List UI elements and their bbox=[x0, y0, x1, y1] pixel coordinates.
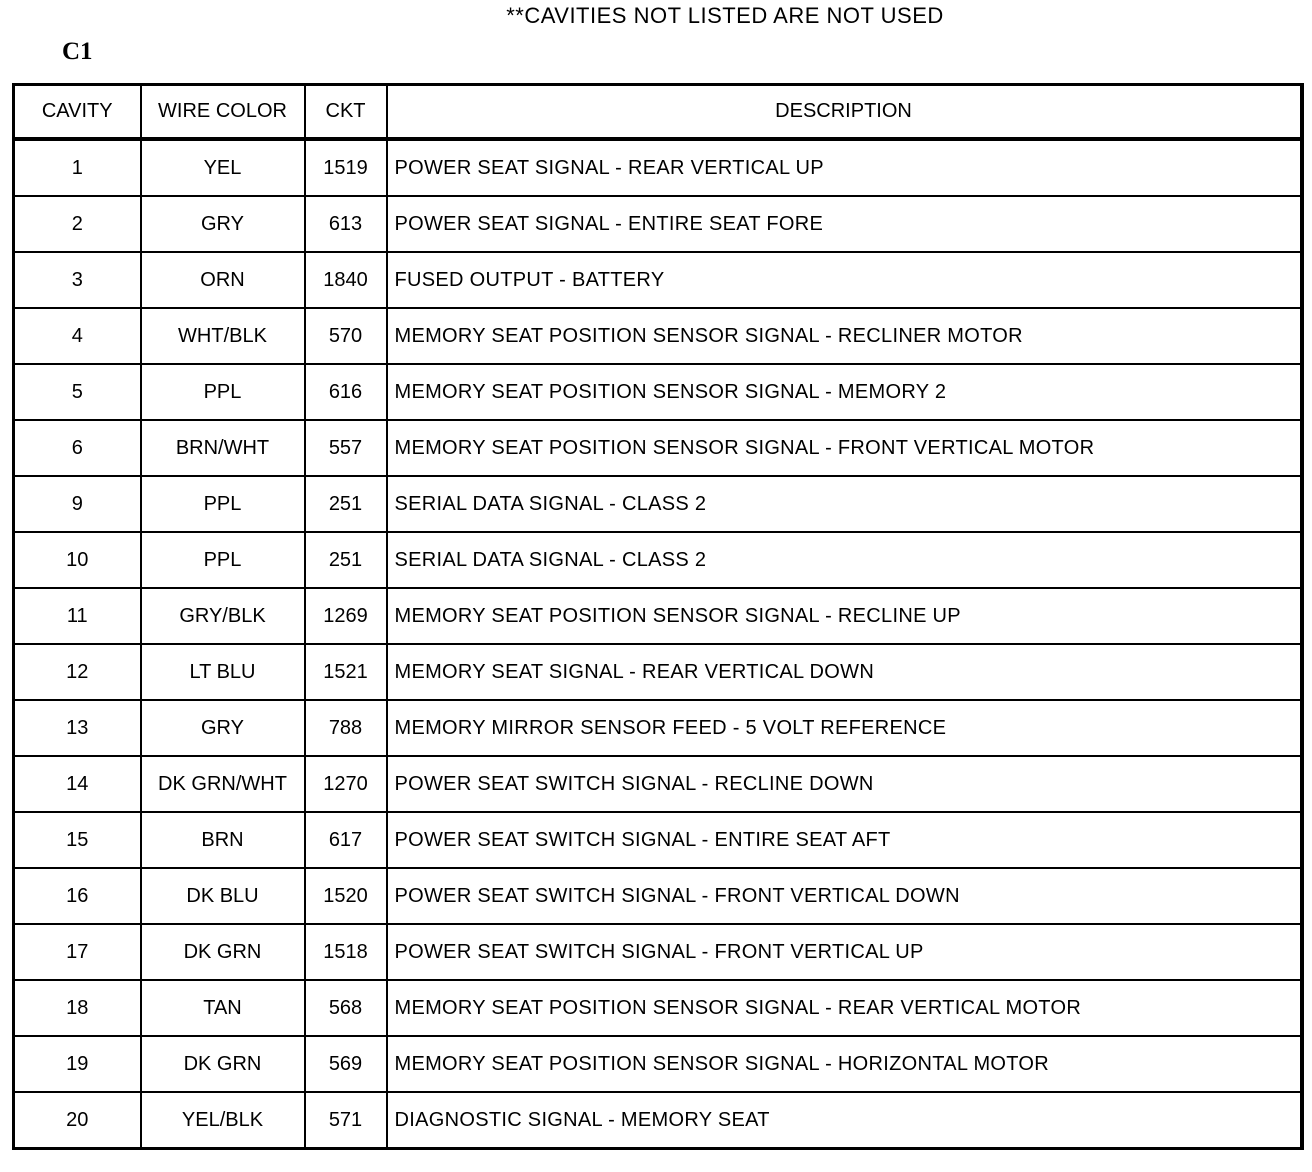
table-row bbox=[14, 364, 1302, 420]
cavities-note: **CAVITIES NOT LISTED ARE NOT USED bbox=[506, 3, 944, 28]
table-row bbox=[14, 139, 1302, 196]
connector-pinout-table bbox=[12, 83, 1304, 1150]
cavity-cell: 18 bbox=[14, 980, 141, 1036]
ckt-cell: 570 bbox=[305, 308, 387, 364]
ckt-cell: 1840 bbox=[305, 252, 387, 308]
description-cell: POWER SEAT SIGNAL - REAR VERTICAL UP bbox=[387, 139, 1302, 196]
wire-color-cell: GRY bbox=[141, 700, 305, 756]
wire-color-cell: DK BLU bbox=[141, 868, 305, 924]
ckt-cell: 1521 bbox=[305, 644, 387, 700]
ckt-cell: 251 bbox=[305, 476, 387, 532]
wire-color-cell: WHT/BLK bbox=[141, 308, 305, 364]
cavity-cell: 12 bbox=[14, 644, 141, 700]
wire-color-cell: DK GRN/WHT bbox=[141, 756, 305, 812]
cavity-cell: 13 bbox=[14, 700, 141, 756]
description-cell: POWER SEAT SWITCH SIGNAL - FRONT VERTICAL DOWN bbox=[387, 868, 1302, 924]
description-cell: MEMORY SEAT POSITION SENSOR SIGNAL - FRONT VERTICAL MOTOR bbox=[387, 420, 1302, 476]
cavity-cell: 16 bbox=[14, 868, 141, 924]
wire-color-cell: LT BLU bbox=[141, 644, 305, 700]
cavity-cell: 4 bbox=[14, 308, 141, 364]
ckt-cell: 1519 bbox=[305, 139, 387, 196]
description-cell: MEMORY SEAT POSITION SENSOR SIGNAL - RECLINER MOTOR bbox=[387, 308, 1302, 364]
cavity-cell: 20 bbox=[14, 1092, 141, 1149]
ckt-cell: 1269 bbox=[305, 588, 387, 644]
header-description: DESCRIPTION bbox=[387, 85, 1302, 140]
wire-color-cell: TAN bbox=[141, 980, 305, 1036]
table-row bbox=[14, 532, 1302, 588]
cavity-cell: 6 bbox=[14, 420, 141, 476]
cavity-cell: 15 bbox=[14, 812, 141, 868]
description-cell: POWER SEAT SWITCH SIGNAL - RECLINE DOWN bbox=[387, 756, 1302, 812]
header-wire-color: WIRE COLOR bbox=[141, 85, 305, 140]
description-cell: MEMORY MIRROR SENSOR FEED - 5 VOLT REFERENCE bbox=[387, 700, 1302, 756]
table-row bbox=[14, 756, 1302, 812]
ckt-cell: 569 bbox=[305, 1036, 387, 1092]
table-row bbox=[14, 420, 1302, 476]
description-cell: DIAGNOSTIC SIGNAL - MEMORY SEAT bbox=[387, 1092, 1302, 1149]
wire-color-cell: DK GRN bbox=[141, 924, 305, 980]
ckt-cell: 557 bbox=[305, 420, 387, 476]
wire-color-cell: YEL bbox=[141, 139, 305, 196]
table-row bbox=[14, 252, 1302, 308]
cavity-cell: 10 bbox=[14, 532, 141, 588]
ckt-cell: 1270 bbox=[305, 756, 387, 812]
description-cell: MEMORY SEAT POSITION SENSOR SIGNAL - HORIZONTAL MOTOR bbox=[387, 1036, 1302, 1092]
ckt-cell: 251 bbox=[305, 532, 387, 588]
cavity-cell: 19 bbox=[14, 1036, 141, 1092]
wire-color-cell: PPL bbox=[141, 532, 305, 588]
ckt-cell: 616 bbox=[305, 364, 387, 420]
cavity-cell: 5 bbox=[14, 364, 141, 420]
wire-color-cell: BRN bbox=[141, 812, 305, 868]
wire-color-cell: ORN bbox=[141, 252, 305, 308]
description-cell: POWER SEAT SWITCH SIGNAL - FRONT VERTICAL UP bbox=[387, 924, 1302, 980]
wire-color-cell: PPL bbox=[141, 476, 305, 532]
table-row bbox=[14, 644, 1302, 700]
wire-color-cell: GRY/BLK bbox=[141, 588, 305, 644]
description-cell: POWER SEAT SIGNAL - ENTIRE SEAT FORE bbox=[387, 196, 1302, 252]
table-row bbox=[14, 1092, 1302, 1149]
cavity-cell: 11 bbox=[14, 588, 141, 644]
table-row bbox=[14, 812, 1302, 868]
ckt-cell: 1520 bbox=[305, 868, 387, 924]
connector-label: C1 bbox=[62, 38, 93, 65]
cavity-cell: 14 bbox=[14, 756, 141, 812]
ckt-cell: 788 bbox=[305, 700, 387, 756]
description-cell: SERIAL DATA SIGNAL - CLASS 2 bbox=[387, 532, 1302, 588]
wire-color-cell: YEL/BLK bbox=[141, 1092, 305, 1149]
table-row bbox=[14, 868, 1302, 924]
header-cavity: CAVITY bbox=[14, 85, 141, 140]
table-row bbox=[14, 196, 1302, 252]
table-row bbox=[14, 980, 1302, 1036]
cavity-cell: 17 bbox=[14, 924, 141, 980]
ckt-cell: 568 bbox=[305, 980, 387, 1036]
description-cell: SERIAL DATA SIGNAL - CLASS 2 bbox=[387, 476, 1302, 532]
description-cell: MEMORY SEAT POSITION SENSOR SIGNAL - RECLINE UP bbox=[387, 588, 1302, 644]
cavity-cell: 9 bbox=[14, 476, 141, 532]
table-row bbox=[14, 924, 1302, 980]
header-row bbox=[14, 85, 1302, 140]
table-row bbox=[14, 700, 1302, 756]
description-cell: MEMORY SEAT POSITION SENSOR SIGNAL - REAR VERTICAL MOTOR bbox=[387, 980, 1302, 1036]
description-cell: MEMORY SEAT POSITION SENSOR SIGNAL - MEMORY 2 bbox=[387, 364, 1302, 420]
ckt-cell: 617 bbox=[305, 812, 387, 868]
table-row bbox=[14, 308, 1302, 364]
table-row bbox=[14, 476, 1302, 532]
description-cell: MEMORY SEAT SIGNAL - REAR VERTICAL DOWN bbox=[387, 644, 1302, 700]
ckt-cell: 613 bbox=[305, 196, 387, 252]
description-cell: FUSED OUTPUT - BATTERY bbox=[387, 252, 1302, 308]
ckt-cell: 1518 bbox=[305, 924, 387, 980]
wire-color-cell: PPL bbox=[141, 364, 305, 420]
ckt-cell: 571 bbox=[305, 1092, 387, 1149]
wire-color-cell: BRN/WHT bbox=[141, 420, 305, 476]
wire-color-cell: GRY bbox=[141, 196, 305, 252]
table-row bbox=[14, 588, 1302, 644]
wire-color-cell: DK GRN bbox=[141, 1036, 305, 1092]
header-ckt: CKT bbox=[305, 85, 387, 140]
cavity-cell: 3 bbox=[14, 252, 141, 308]
table-row bbox=[14, 1036, 1302, 1092]
cavity-cell: 2 bbox=[14, 196, 141, 252]
description-cell: POWER SEAT SWITCH SIGNAL - ENTIRE SEAT AFT bbox=[387, 812, 1302, 868]
cavity-cell: 1 bbox=[14, 139, 141, 196]
